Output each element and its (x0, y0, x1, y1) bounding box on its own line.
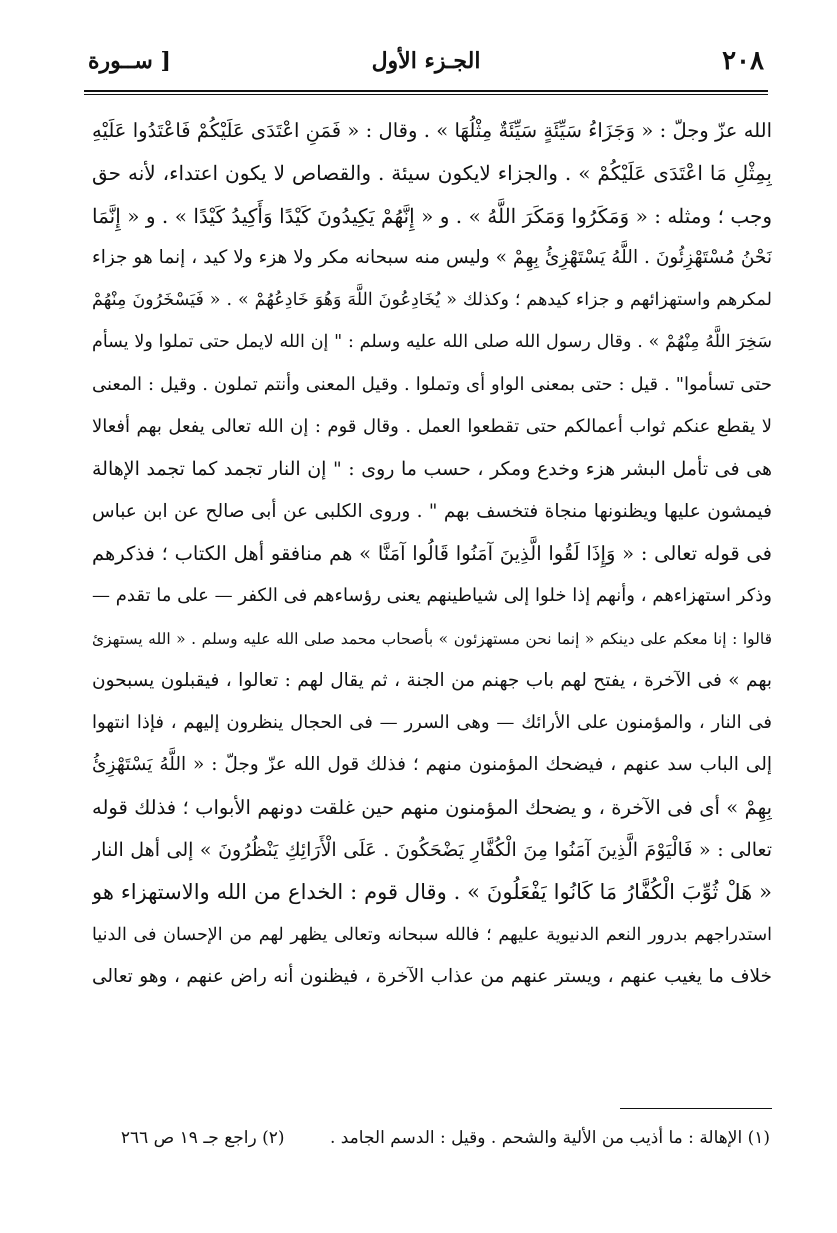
page-header (88, 44, 764, 84)
text-line: سَخِرَ اللَّهُ مِنْهُمْ » . وقال رسول الله صلى الله عليه وسلم : " إن الله لايمل حتى تملوا ولا يسأم (92, 332, 772, 353)
footnotes (100, 1122, 770, 1158)
header-rule (84, 90, 768, 95)
text-line: بِهِمْ » أى فى الآخرة ، و يضحك المؤمنون منهم حين غلقت دونهم الأبواب ؛ فذلك قوله (92, 795, 772, 819)
text-line: هى فى تأمل البشر هزء وخدع ومكر ، حسب ما روى : " إن النار تجمد كما تجمد الإهالة (92, 458, 772, 481)
text-line: خلاف ما يغيب عنهم ، ويستر عنهم من عذاب الآخرة ، فيظنون أنه راض عنهم ، وهو تعالى (92, 965, 772, 987)
footnote-2: (٢) راجع جـ ١٩ ص ٢٦٦ (120, 1128, 285, 1148)
text-line: بهم » فى الآخرة ، يفتح لهم باب جهنم من الجنة ، ثم يقال لهم : تعالوا ، فيقبلون يسبحون (92, 669, 772, 691)
text-line: حتى تسأموا" . قيل : حتى بمعنى الواو أى وتملوا . وقيل المعنى وأنتم تملون . وقيل : المعنى (92, 373, 772, 395)
text-line: تعالى : « فَالْيَوْمَ الَّذِينَ آمَنُوا مِنَ الْكُفَّارِ يَضْحَكُونَ . عَلَى الْأَرَائِكِ يَنْظُرُونَ » إلى أهل النار (92, 839, 772, 862)
surah-label: [ ســورة (88, 48, 171, 74)
text-line: فيمشون عليها ويظنونها منجاة فتخسف بهم " . وروى الكلبى عن أبى صالح عن ابن عباس (92, 500, 772, 522)
text-line: قالوا : إنا معكم على دينكم « إنما نحن مستهزئون » بأصحاب محمد صلى الله عليه وسلم . « الله يستهزئ (92, 629, 772, 648)
text-line: فى النار ، والمؤمنون على الأرائك — وهى السرر — فى الحجال ينظرون إليهم ، فإذا انتهوا (92, 712, 772, 734)
part-title: الجـزء الأول (371, 48, 481, 74)
text-line: وذكر استهزاءهم ، وأنهم إذا خلوا إلى شياطينهم يعنى رؤساءهم فى الكفر — على ما تقدم — (92, 585, 772, 607)
text-line: بِمِثْلِ مَا اعْتَدَى عَلَيْكُمْ » . والجزاء لايكون سيئة . والقصاص لا يكون اعتداء، لأنه حق (92, 161, 772, 186)
footnote-1: (١) الإهالة : ما أذيب من الألية والشحم . وقيل : الدسم الجامد . (329, 1128, 770, 1148)
text-line: لا يقطع عنكم ثواب أعمالكم حتى تقطعوا العمل . وقال قوم : إن الله تعالى يفعل بهم أفعالا (92, 416, 772, 438)
text-line: فى قوله تعالى : « وَإِذَا لَقُوا الَّذِينَ آمَنُوا قَالُوا آمَنَّا » هم منافقو أهل الكتاب ؛ فذكرهم (92, 541, 772, 565)
main-text (92, 110, 772, 998)
text-line: « هَلْ ثُوِّبَ الْكُفَّارُ مَا كَانُوا يَفْعَلُونَ » . وقال قوم : الخداع من الله والاستهزاء هو (92, 880, 772, 905)
footnote-rule (620, 1108, 772, 1109)
text-line: إلى الباب سد عنهم ، فيضحك المؤمنون منهم ؛ فذلك قول الله عزّ وجلّ : « اللَّهُ يَسْتَهْزِئُ (92, 754, 772, 776)
text-line: الله عزّ وجلّ : « وَجَزَاءُ سَيِّئَةٍ سَيِّئَةٌ مِثْلُهَا » . وقال : « فَمَنِ اعْتَدَى عَلَيْكُمْ فَاعْتَدُوا عَلَيْهِ (92, 119, 772, 142)
page-number: ٢٠٨ (722, 46, 764, 76)
text-line: استدراجهم بدرور النعم الدنيوية عليهم ؛ فالله سبحانه وتعالى يظهر لهم من الإحسان فى الدنيا (92, 924, 772, 945)
text-line: نَحْنُ مُسْتَهْزِئُونَ . اللَّهُ يَسْتَهْزِئُ بِهِمْ » وليس منه سبحانه مكر ولا هزء ولا كيد ، إنما هو جزاء (92, 246, 772, 268)
text-line: لمكرهم واستهزائهم و جزاء كيدهم ؛ وكذلك « يُخَادِعُونَ اللَّهَ وَهُوَ خَادِعُهُمْ » . « فَيَسْخَرُونَ مِنْهُمْ (92, 290, 772, 311)
text-line: وجب ؛ ومثله : « وَمَكَرُوا وَمَكَرَ اللَّهُ » . و « إِنَّهُمْ يَكِيدُونَ كَيْدًا وَأَكِيدُ كَيْدًا » . و « إِنَّمَا (92, 203, 772, 228)
